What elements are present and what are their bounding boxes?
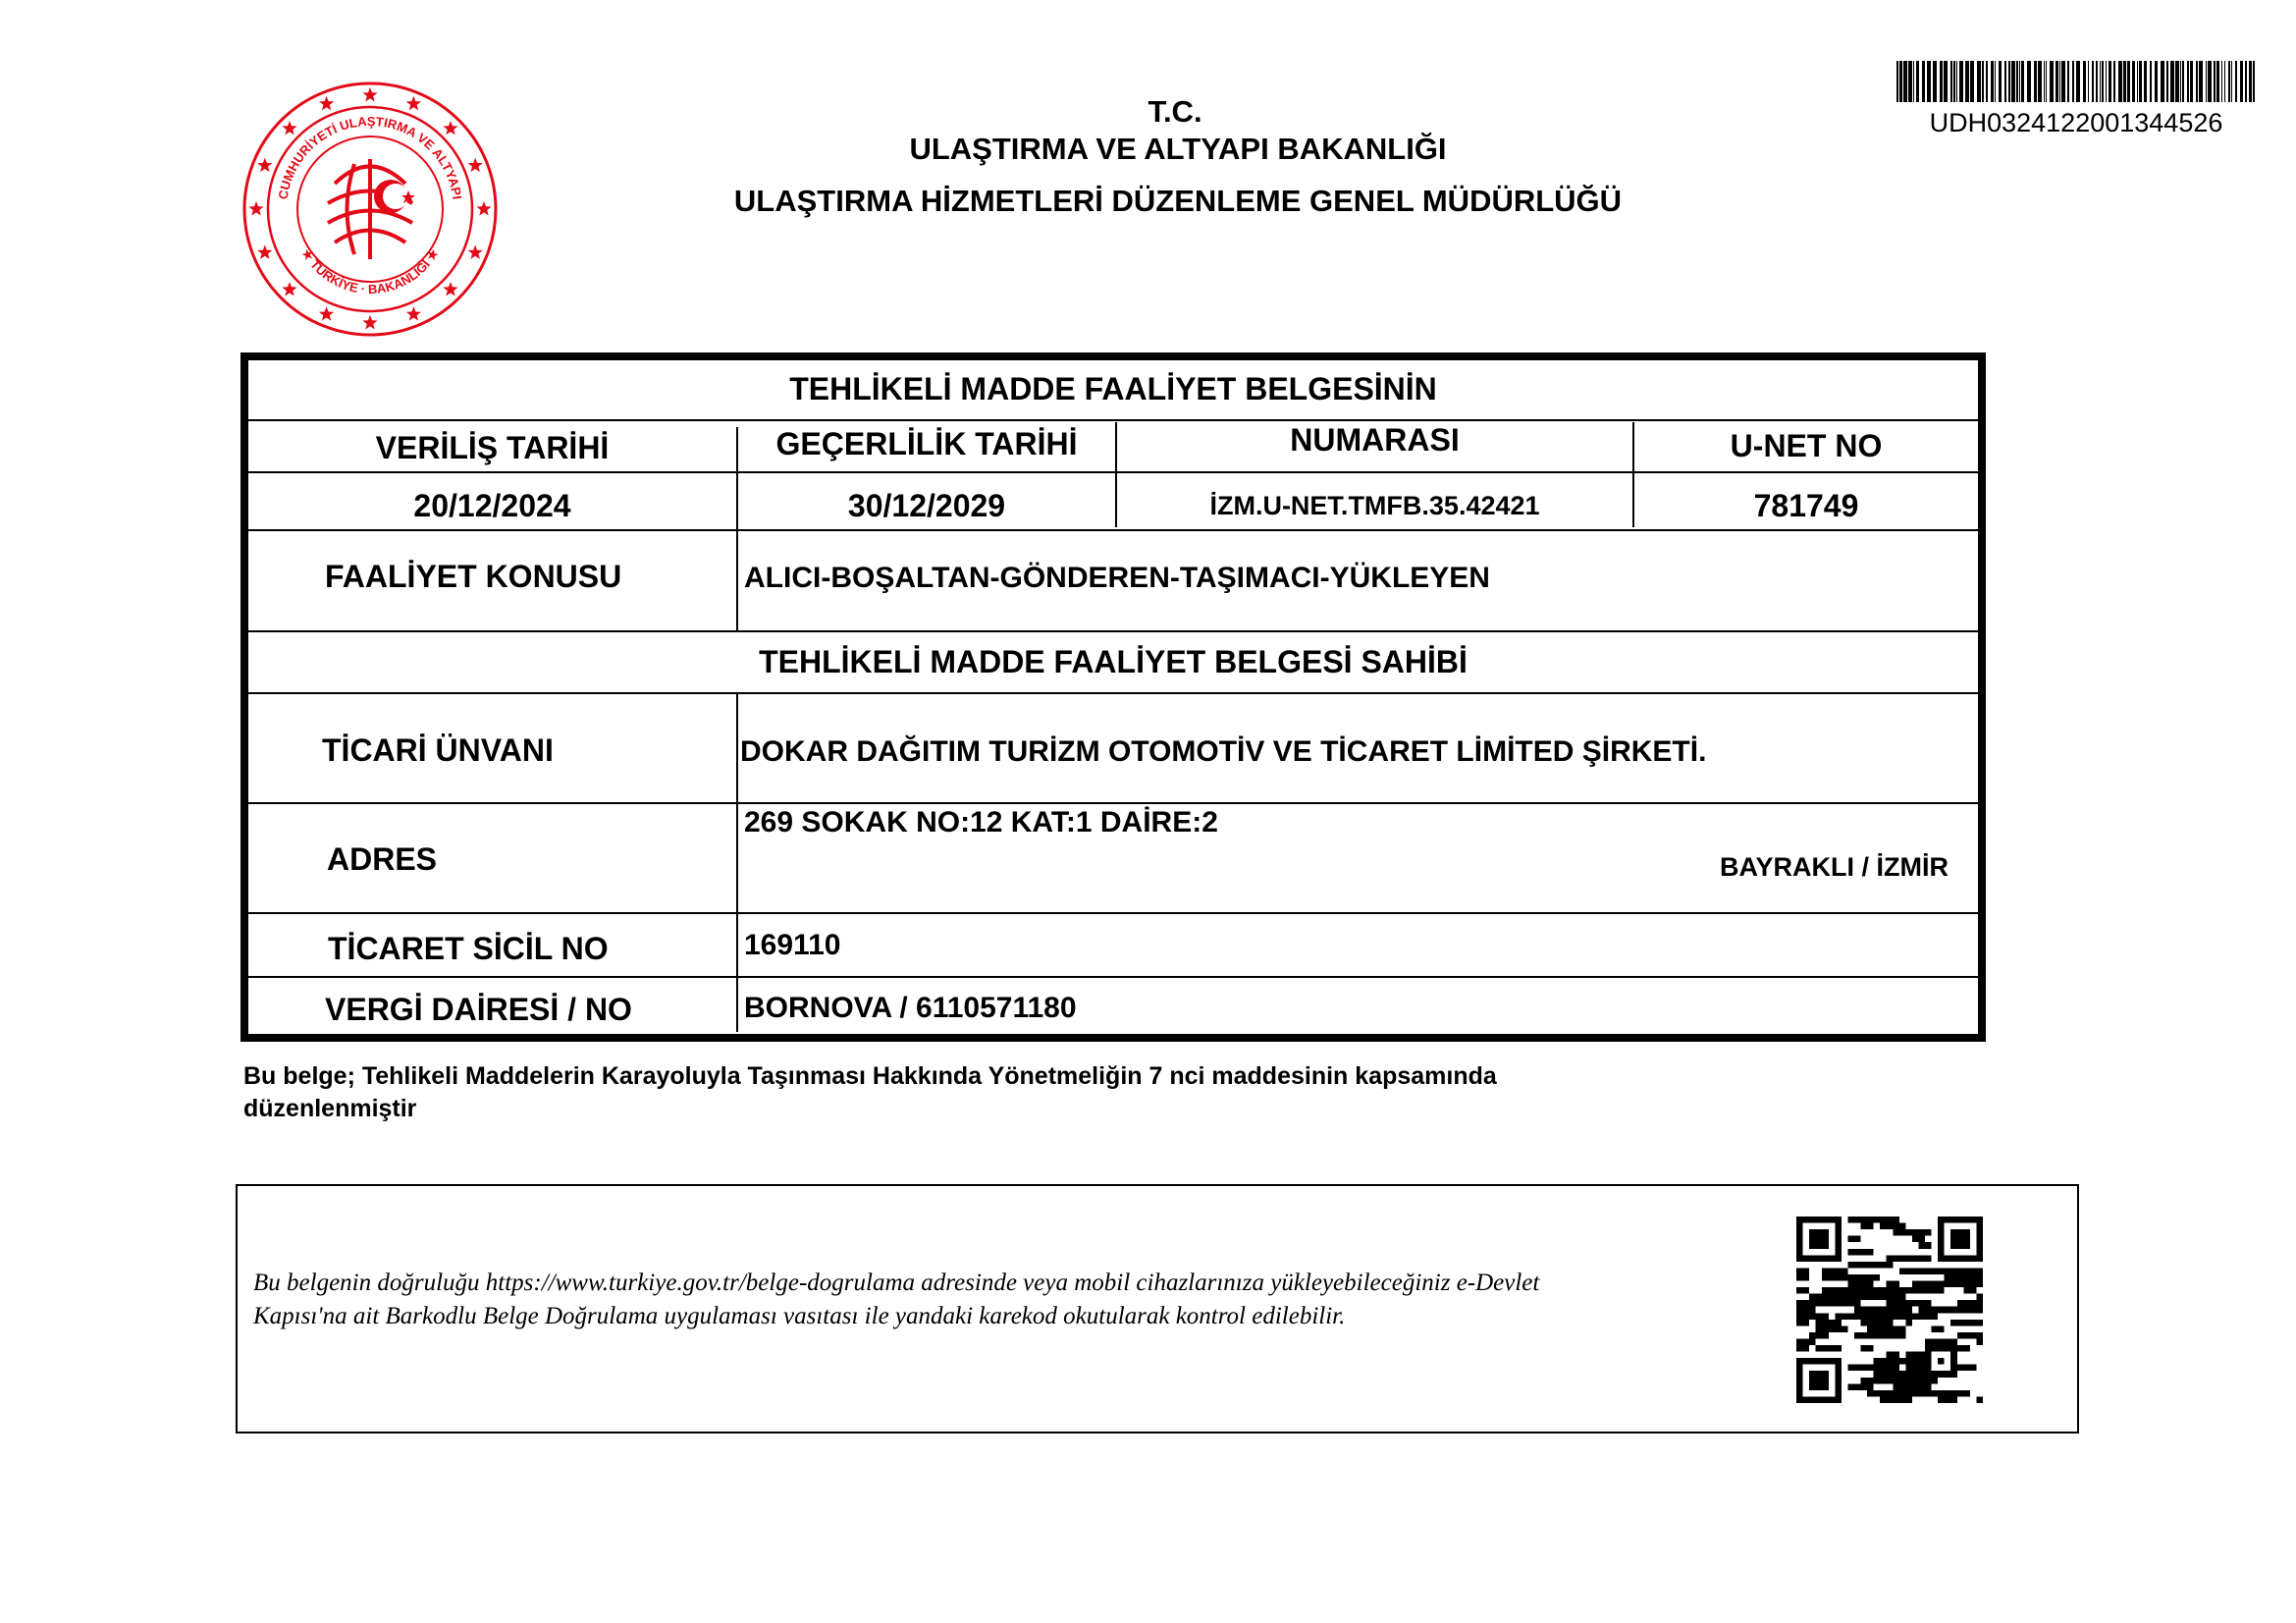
table-rule <box>736 693 738 1032</box>
table-rule <box>248 529 1978 531</box>
barcode-image <box>1895 61 2258 102</box>
barcode-number: UDH0324122001344526 <box>1929 108 2223 137</box>
table-rule <box>248 419 1978 421</box>
table-rule <box>248 802 1978 804</box>
address-label: ADRES <box>327 841 438 877</box>
table-rule <box>248 692 1978 694</box>
tax-value: BORNOVA / 6110571180 <box>744 992 1077 1024</box>
holder-title: TEHLİKELİ MADDE FAALİYET BELGESİ SAHİBİ <box>759 644 1468 679</box>
table-rule <box>248 471 1978 473</box>
header-directorate: ULAŞTIRMA HİZMETLERİ DÜZENLEME GENEL MÜDÜRLÜĞÜ <box>733 184 1623 218</box>
trade-name-value: DOKAR DAĞITIM TURİZM OTOMOTİV VE TİCARET LİMİTED ŞİRKETİ. <box>740 735 1707 768</box>
issue-date-value: 20/12/2024 <box>413 488 571 523</box>
header-ministry: ULAŞTIRMA VE ALTYAPI BAKANLIĞI <box>909 132 1447 166</box>
table-rule <box>248 630 1978 632</box>
note-line1: Bu belge; Tehlikeli Maddelerin Karayoluyla Taşınması Hakkında Yönetmeliğin 7 nci maddesinin kapsamında <box>243 1062 1497 1090</box>
table-rule <box>248 912 1978 914</box>
verification-text <box>253 1267 1745 1333</box>
col-header-issue-date: VERİLİŞ TARİHİ <box>375 430 610 465</box>
registry-value: 169110 <box>744 929 841 961</box>
header-tc: T.C. <box>1148 94 1202 129</box>
unet-no-value: 781749 <box>1753 488 1859 523</box>
tax-label: VERGİ DAİRESİ / NO <box>325 992 632 1027</box>
note-line2: düzenlenmiştir <box>243 1095 417 1122</box>
seal-text: CUMHURİYETİ ULAŞTIRMA VE ALTYAPI <box>275 113 465 201</box>
activity-value: ALICI-BOŞALTAN-GÖNDEREN-TAŞIMACI-YÜKLEYEN <box>744 562 1490 594</box>
qr-code-image[interactable] <box>1796 1217 1983 1403</box>
certificate-title: TEHLİKELİ MADDE FAALİYET BELGESİNİN <box>789 371 1437 406</box>
col-header-unet-no: U-NET NO <box>1730 428 1883 463</box>
certificate-number-value: İZM.U-NET.TMFB.35.42421 <box>1209 491 1540 520</box>
svg-text:★ TÜRKİYE · BAKANLIĞI ★: ★ TÜRKİYE · BAKANLIĞI ★ <box>298 245 442 298</box>
address-line2: BAYRAKLI / İZMİR <box>1719 852 1949 882</box>
verification-line1: Bu belgenin doğruluğu https://www.turkiye.gov.tr/belge-dogrulama adresinde veya mobil cihazlarınıza yükleyebileceğiniz e-Devlet <box>253 1270 1540 1296</box>
regulation-note <box>243 1060 1716 1125</box>
col-header-number: NUMARASI <box>1290 422 1460 458</box>
registry-label: TİCARET SİCİL NO <box>328 931 609 966</box>
activity-label: FAALİYET KONUSU <box>325 559 622 594</box>
trade-name-label: TİCARİ ÜNVANI <box>322 732 554 768</box>
ministry-seal-logo <box>241 81 499 338</box>
validity-date-value: 30/12/2029 <box>847 488 1006 523</box>
address-line1: 269 SOKAK NO:12 KAT:1 DAİRE:2 <box>744 806 1218 839</box>
col-header-validity-date: GEÇERLİLİK TARİHİ <box>775 426 1078 461</box>
table-rule <box>736 530 738 630</box>
table-rule <box>248 976 1978 978</box>
verification-line2: Kapısı'na ait Barkodlu Belge Doğrulama uygulaması vasıtası ile yandaki karekod okutularak kontrol edilebilir. <box>253 1303 1346 1329</box>
